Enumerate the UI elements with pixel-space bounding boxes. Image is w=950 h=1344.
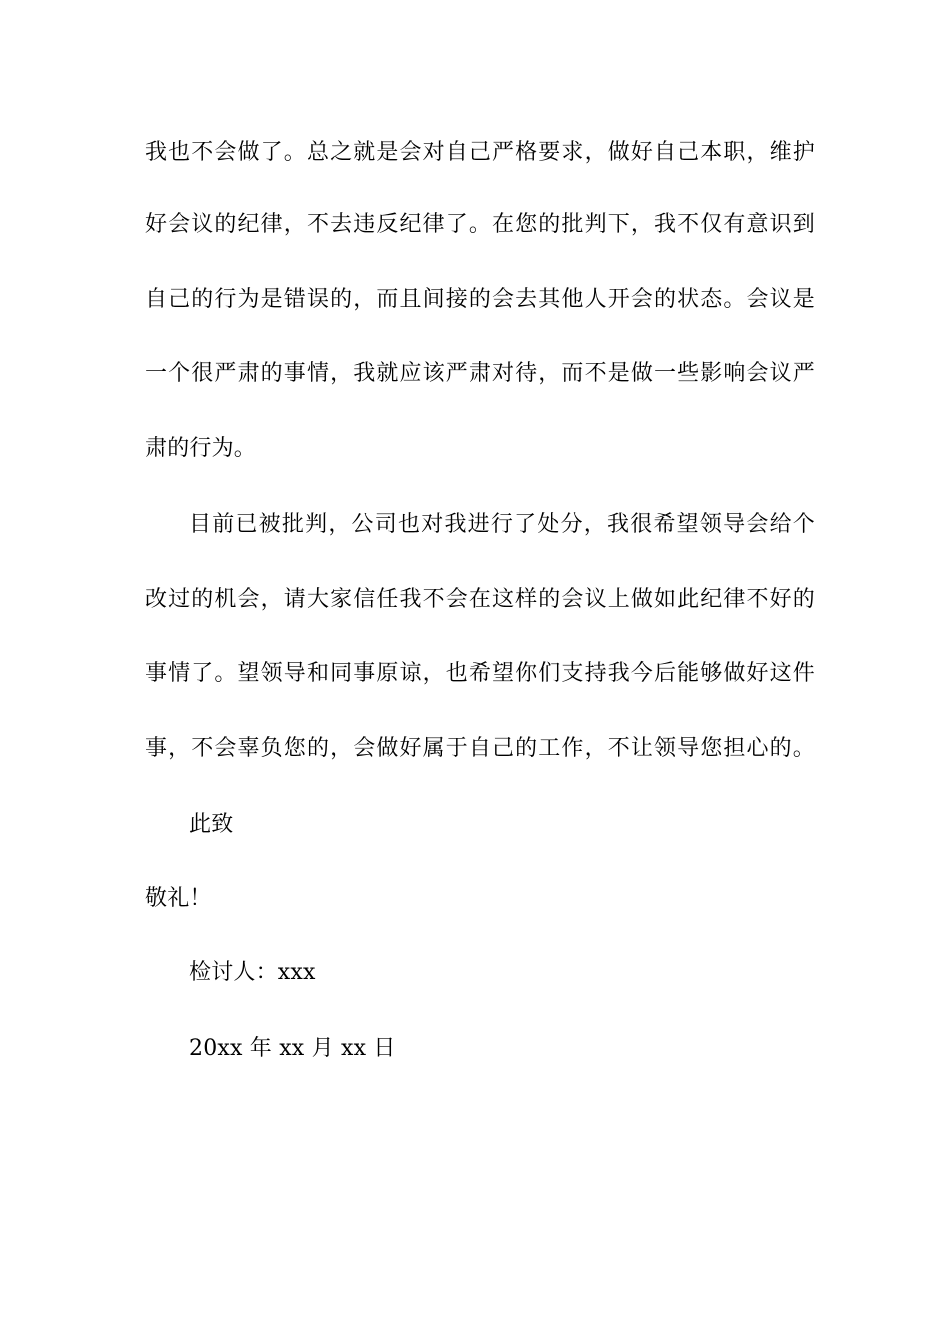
- paragraph1-line5: 肃的行为。: [145, 436, 257, 461]
- paragraph2-line1: 目前已被批判，公司也对我进行了处分，我很希望领导会给个: [189, 512, 815, 537]
- paragraph1-line4: 一个很严肃的事情，我就应该严肃对待，而不是做一些影响会议严: [145, 361, 815, 386]
- salute-text: 敬礼！: [145, 886, 212, 911]
- paragraph2-line2: 改过的机会，请大家信任我不会在这样的会议上做如此纪律不好的: [145, 587, 815, 612]
- paragraph1-line2: 好会议的纪律，不去违反纪律了。在您的批判下，我不仅有意识到: [145, 212, 815, 237]
- date-line: 20xx 年 xx 月 xx 日: [189, 1036, 396, 1061]
- signature-line: 检讨人：xxx: [189, 960, 316, 985]
- closing-text: 此致: [189, 812, 234, 837]
- paragraph2-line4: 事，不会辜负您的，会做好属于自己的工作，不让领导您担心的。: [145, 736, 815, 761]
- paragraph1-line1: 我也不会做了。总之就是会对自己严格要求，做好自己本职，维护: [145, 140, 815, 165]
- paragraph1-line3: 自己的行为是错误的，而且间接的会去其他人开会的状态。会议是: [145, 287, 815, 312]
- paragraph2-line3: 事情了。望领导和同事原谅，也希望你们支持我今后能够做好这件: [145, 661, 815, 686]
